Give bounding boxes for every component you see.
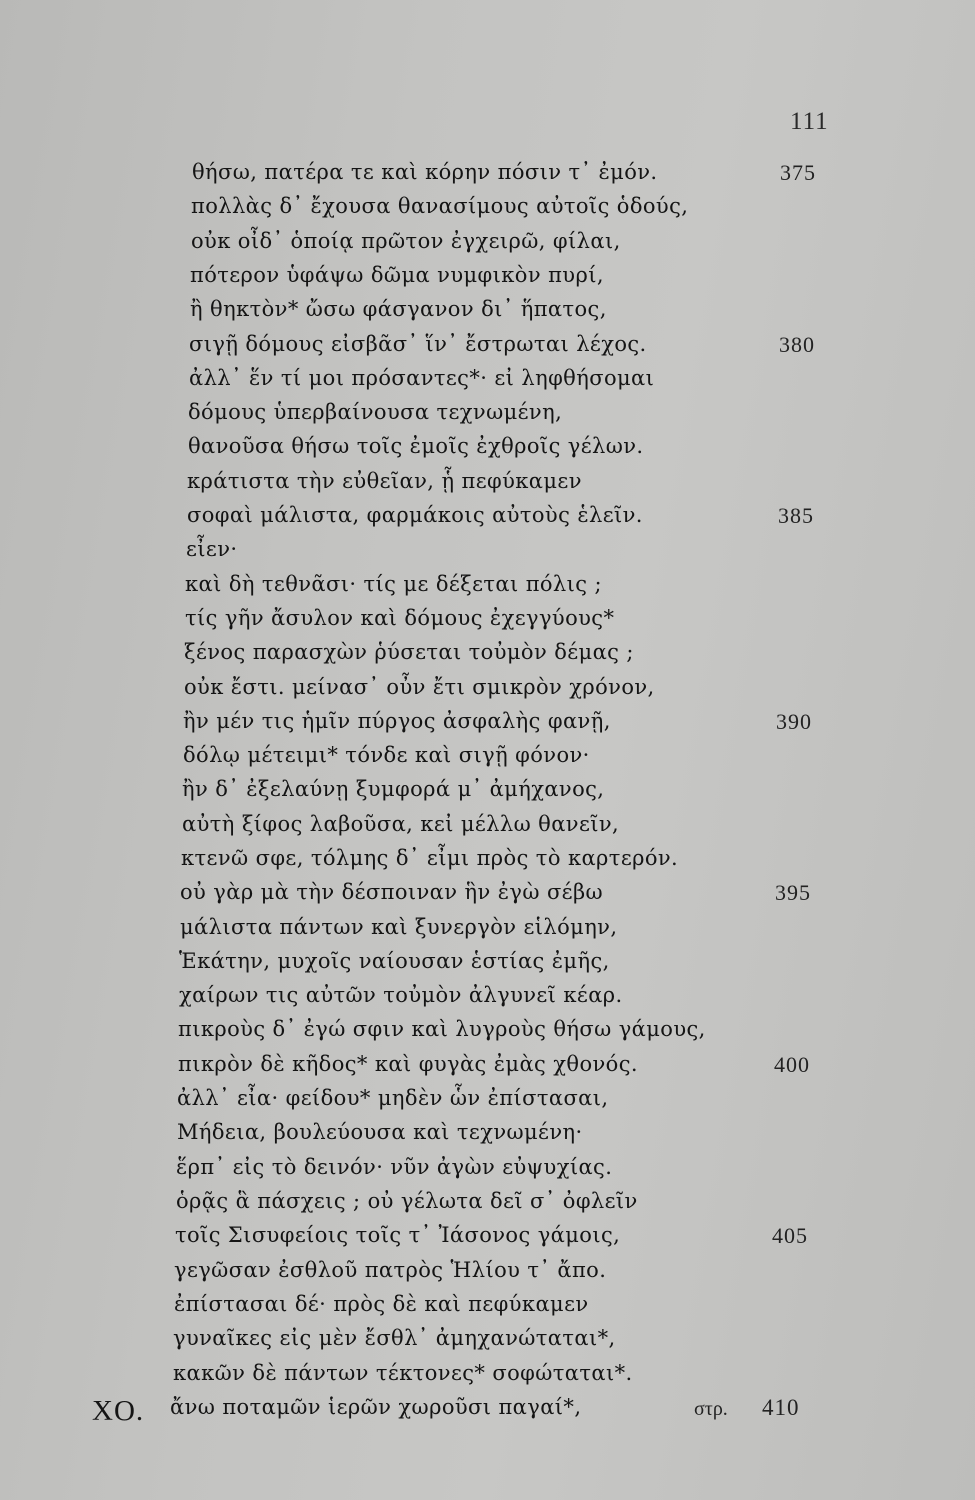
verse-text: οὐκ ἔστι. μείνασ᾽ οὖν ἔτι σμικρὸν χρόνον,: [184, 675, 655, 699]
line-number: 405: [772, 1223, 808, 1248]
verse-text: ἢ θηκτὸν* ὤσω φάσγανον δι᾽ ἥπατος,: [190, 297, 607, 321]
verse-text: δόμους ὑπερβαίνουσα τεχνωμένη,: [188, 400, 563, 424]
line-number: 380: [779, 332, 815, 357]
verse-text: ἀλλ᾽ ἕν τί μοι πρόσαντες*· εἰ ληφθήσομαι: [189, 366, 655, 390]
verse-text: σοφαὶ μάλιστα, φαρμάκοις αὐτοὺς ἑλεῖν.: [187, 503, 643, 527]
line-number: 390: [776, 709, 812, 734]
verse-text: τοῖς Σισυφείοις τοῖς τ᾽ Ἰάσονος γάμοις,: [175, 1223, 621, 1247]
verse-text: γυναῖκες εἰς μὲν ἔσθλ᾽ ἀμηχανώταται*,: [173, 1326, 616, 1350]
verse-text: κακῶν δὲ πάντων τέκτονες* σοφώταται*.: [173, 1361, 633, 1385]
verse-text: θανοῦσα θήσω τοῖς ἐμοῖς ἐχθροῖς γέλων.: [188, 434, 644, 458]
verse-text: πότερον ὑφάψω δῶμα νυμφικὸν πυρί,: [190, 263, 604, 287]
verse-text: πικροὺς δ᾽ ἐγώ σφιν καὶ λυγροὺς θήσω γάμους,: [178, 1017, 706, 1041]
verse-text: οὐκ οἶδ᾽ ὁποίᾳ πρῶτον ἐγχειρῶ, φίλαι,: [191, 229, 621, 253]
page-number: 111: [790, 108, 829, 135]
verse-text: σιγῇ δόμους εἰσβᾶσ᾽ ἵν᾽ ἔστρωται λέχος.: [189, 332, 647, 356]
verse-text: μάλιστα πάντων καὶ ξυνεργὸν εἱλόμην,: [180, 915, 618, 939]
verse-text: ἀλλ᾽ εἶα· φείδου* μηδὲν ὧν ἐπίστασαι,: [177, 1086, 609, 1110]
verse-text: ξένος παρασχὼν ῥύσεται τοὐμὸν δέμας ;: [184, 640, 634, 664]
verse-text: αὐτὴ ξίφος λαβοῦσα, κεἰ μέλλω θανεῖν,: [182, 812, 620, 836]
verse-text: ἢν δ᾽ ἐξελαύνῃ ξυμφορά μ᾽ ἀμήχανος,: [182, 777, 605, 801]
verse-text: ὁρᾷς ἃ πάσχεις ; οὐ γέλωτα δεῖ σ᾽ ὀφλεῖν: [176, 1189, 638, 1213]
verse-text: τίς γῆν ἄσυλον καὶ δόμους ἐχεγγύους*: [185, 606, 615, 630]
verse-text: χαίρων τις αὐτῶν τοὐμὸν ἀλγυνεῖ κέαρ.: [179, 983, 623, 1007]
line-number: 385: [778, 503, 814, 528]
line-number: 395: [775, 880, 811, 905]
verse-text: καὶ δὴ τεθνᾶσι· τίς με δέξεται πόλις ;: [185, 572, 602, 596]
strophe-marker: στρ.: [694, 1398, 728, 1420]
verse-text: εἶεν·: [186, 537, 238, 561]
verse-text: κράτιστα τὴν εὐθεῖαν, ᾗ πεφύκαμεν: [187, 469, 582, 493]
chorus-verse-text: ἄνω ποταμῶν ἱερῶν χωροῦσι παγαί*,: [170, 1395, 582, 1419]
line-number: 400: [774, 1052, 810, 1077]
verse-text: ἢν μέν τις ἡμῖν πύργος ἀσφαλὴς φανῇ,: [183, 709, 611, 733]
verse-text: γεγῶσαν ἐσθλοῦ πατρὸς Ἡλίου τ᾽ ἄπο.: [174, 1258, 607, 1282]
verse-text: ἐπίστασαι δέ· πρὸς δὲ καὶ πεφύκαμεν: [174, 1292, 589, 1316]
chorus-speaker-label: ΧΟ.: [92, 1395, 145, 1427]
verse-text: κτενῶ σφε, τόλμης δ᾽ εἶμι πρὸς τὸ καρτερόν.: [181, 846, 679, 870]
verse-text: πικρὸν δὲ κῆδος* καὶ φυγὰς ἐμὰς χθονός.: [178, 1052, 638, 1076]
line-number: 375: [780, 160, 816, 185]
verse-text: δόλῳ μέτειμι* τόνδε καὶ σιγῇ φόνον·: [183, 743, 590, 767]
verse-text: ἕρπ᾽ εἰς τὸ δεινόν· νῦν ἀγὼν εὐψυχίας.: [176, 1155, 613, 1179]
verse-text: οὐ γὰρ μὰ τὴν δέσποιναν ἣν ἐγὼ σέβω: [180, 880, 604, 904]
verse-text: Ἑκάτην, μυχοῖς ναίουσαν ἑστίας ἐμῆς,: [179, 949, 610, 973]
verse-text: Μήδεια, βουλεύουσα καὶ τεχνωμένη·: [177, 1120, 583, 1144]
chorus-line-number: 410: [762, 1395, 800, 1420]
verse-text: θήσω, πατέρα τε καὶ κόρην πόσιν τ᾽ ἐμόν.: [192, 160, 658, 184]
verse-text: πολλὰς δ᾽ ἔχουσα θανασίμους αὐτοῖς ὁδούς,: [191, 194, 689, 218]
